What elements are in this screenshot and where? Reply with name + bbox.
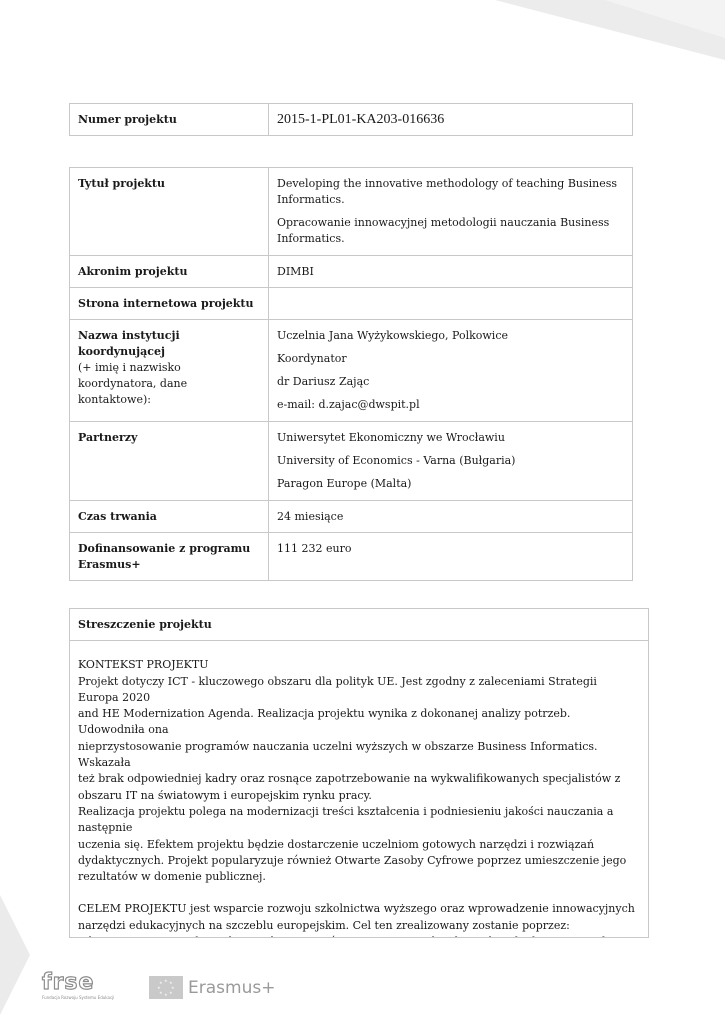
eu-flag-icon: ★ ★ ★ ★ ★ ★ ★ ★ — [149, 976, 183, 999]
project-details-table — [69, 167, 633, 581]
duration-value: 24 miesiące — [277, 510, 344, 523]
project-number-value: 2015-1-PL01-KA203-016636 — [277, 112, 445, 127]
partner-item: University of Economics - Varna (Bułgaria) — [277, 454, 516, 467]
erasmus-plus-logo: Erasmus+ — [188, 978, 276, 998]
acronym-label: Akronim projektu — [78, 265, 188, 278]
summary-line: obszaru IT na światowym i europejskim rynku pracy. — [78, 788, 372, 802]
coordinator-name: dr Dariusz Zając — [277, 375, 370, 388]
table-row — [70, 422, 633, 501]
website-value — [269, 288, 632, 302]
frse-tagline: Fundacja Rozwoju Systemu Edukacji — [42, 995, 115, 1000]
summary-line: narzędzi edukacyjnych na szczeblu europejskim. Cel ten zrealizowany zostanie poprzez: — [78, 918, 570, 932]
page-side-decoration — [0, 895, 30, 1015]
summary-line: uczenia się. Efektem projektu będzie dostarczenie uczelniom gotowych narzędzi i rozwiązań — [78, 837, 595, 851]
summary-line: nieprzystosowanie programów nauczania uczelni wyższych w obszarze Business Informatics. Wskazała — [78, 739, 598, 770]
summary-line: też brak odpowiedniej kadry oraz rosnące zapotrzebowanie na wykwalifikowanych specjalistów z — [78, 772, 621, 786]
coordinator-institution: Uczelnia Jana Wyżykowskiego, Polkowice — [277, 329, 508, 342]
summary-line: Realizacja projektu polega na modernizacji treści kształcenia i podniesieniu jakości nauczania a następnie — [78, 804, 614, 835]
table-row — [70, 320, 633, 422]
table-row — [70, 501, 633, 533]
summary-line — [78, 934, 640, 938]
summary-line: rezultatów w domenie publicznej. — [78, 870, 266, 884]
title-en: Developing the innovative methodology of teaching Business Informatics. — [277, 177, 618, 206]
coordinator-label: Nazwa instytucji koordynującej — [78, 329, 180, 358]
summary-heading: Streszczenie projektu — [70, 609, 648, 641]
table-row — [70, 104, 633, 136]
summary-line: Projekt dotyczy ICT - kluczowego obszaru dla polityk UE. Jest zgodny z zaleceniami Strategii Europa 2020 — [78, 674, 597, 704]
website-label: Strona internetowa projektu — [78, 297, 254, 310]
project-summary-box — [69, 608, 649, 938]
acronym-value: DIMBI — [277, 265, 314, 278]
page-corner-decoration-inner — [605, 0, 725, 38]
partner-item: Paragon Europe (Malta) — [277, 477, 412, 490]
summary-line: dydaktycznych. Projekt popularyzuje również Otwarte Zasoby Cyfrowe poprzez umieszczenie jego — [78, 853, 627, 867]
coordinator-sublabel: (+ imię i nazwisko koordynatora, dane kontaktowe): — [78, 361, 188, 406]
frse-logo — [42, 972, 116, 1004]
summary-body — [70, 641, 648, 938]
summary-line: CELEM PROJEKTU jest wsparcie rozwoju szkolnictwa wyższego oraz wprowadzenie innowacyjnych — [78, 902, 635, 916]
table-row — [70, 288, 633, 320]
partners-label: Partnerzy — [78, 431, 138, 444]
funding-label: Dofinansowanie z programu Erasmus+ — [78, 542, 251, 571]
coordinator-role: Koordynator — [277, 352, 347, 365]
project-number-label: Numer projektu — [78, 113, 177, 126]
table-row — [70, 168, 633, 256]
table-row — [70, 533, 633, 581]
table-row — [70, 256, 633, 288]
duration-label: Czas trwania — [78, 510, 157, 523]
funding-value: 111 232 euro — [277, 542, 352, 555]
coordinator-email: e-mail: d.zajac@dwspit.pl — [277, 398, 420, 411]
summary-line: and HE Modernization Agenda. Realizacja projektu wynika z dokonanej analizy potrzeb. Udowodniła ona — [78, 707, 571, 737]
title-label: Tytuł projektu — [78, 177, 166, 190]
summary-line: KONTEKST PROJEKTU — [78, 658, 209, 672]
frse-logo-text: frse — [42, 970, 95, 995]
partner-item: Uniwersytet Ekonomiczny we Wrocławiu — [277, 431, 505, 444]
title-pl: Opracowanie innowacyjnej metodologii nauczania Business Informatics. — [277, 216, 610, 245]
project-number-table — [69, 103, 633, 136]
